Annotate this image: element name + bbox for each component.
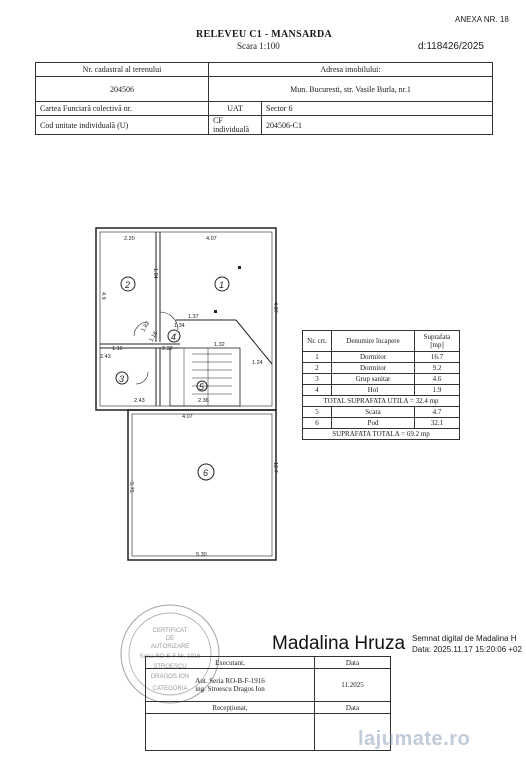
unit-code-label: Cod unitate individuală (U) — [36, 116, 209, 135]
svg-text:4.07: 4.07 — [182, 414, 193, 420]
cell-name: Dormitor — [332, 352, 415, 363]
cell-name: Scara — [332, 407, 415, 418]
data-label-2: Data — [315, 702, 391, 714]
table-row — [303, 407, 460, 418]
digital-signature-line1: Semnat digital de Madalina H — [412, 634, 517, 643]
svg-text:4.87: 4.87 — [272, 302, 278, 313]
cell-nr: 4 — [303, 385, 332, 396]
svg-text:12.7: 12.7 — [272, 462, 278, 473]
total-area: SUPRAFATA TOTALA = 69.2 mp — [303, 429, 460, 440]
receptionat-label: Recepționat, — [146, 702, 315, 714]
header-suprafata: Suprafata [mp] — [415, 331, 460, 352]
receptionat-blank — [146, 714, 315, 751]
stamp-line7: CATEGORIA — [152, 686, 188, 692]
stamp-line6: DRAGOS ION — [150, 674, 190, 680]
annex-label: ANEXA NR. 18 — [455, 15, 509, 24]
cf-label: CF individuală — [209, 116, 262, 135]
svg-text:1.37: 1.37 — [188, 314, 199, 320]
cell-area: 4.6 — [415, 374, 460, 385]
cell-area: 4.7 — [415, 407, 460, 418]
table-row — [303, 363, 460, 374]
watermark-text: lajumate.ro — [358, 728, 471, 750]
svg-text:1.34: 1.34 — [174, 323, 185, 329]
cell-area: 1.9 — [415, 385, 460, 396]
property-info-table — [35, 62, 493, 135]
cell-name: Grup sanitar — [332, 374, 415, 385]
svg-text:2.43: 2.43 — [134, 398, 145, 404]
cell-nr: 3 — [303, 374, 332, 385]
svg-text:4.07: 4.07 — [206, 236, 217, 242]
svg-text:4.9: 4.9 — [100, 292, 106, 300]
table-row — [303, 352, 460, 363]
cell-area: 9.2 — [415, 363, 460, 374]
floor-plan — [88, 222, 300, 574]
svg-text:1.18: 1.18 — [148, 330, 160, 343]
carte-funciara-label: Cartea Funciară colectivă nr. — [36, 102, 209, 116]
svg-text:1.16: 1.16 — [112, 346, 123, 352]
room-number-2: 2 — [125, 280, 131, 290]
cadastral-label: Nr. cadastral al terenului — [36, 63, 209, 77]
room-number-5: 5 — [199, 382, 205, 392]
total-useful-area: TOTAL SUPRAFATA UTILA = 32.4 mp — [303, 396, 460, 407]
svg-text:5.30: 5.30 — [196, 552, 207, 558]
stamp-line1: CERTIFICAT — [152, 628, 188, 634]
room-number-4: 4 — [171, 332, 177, 342]
cell-nr: 6 — [303, 418, 332, 429]
stamp-line2: DE — [165, 636, 175, 642]
uat-value: Sector 6 — [262, 102, 493, 116]
stamp-line3: AUTORIZARE — [150, 644, 190, 650]
executant-label: Executant, — [146, 657, 315, 669]
cell-name: Pod — [332, 418, 415, 429]
digital-signature-line2: Data: 2025.11.17 15:20:06 +02 — [412, 645, 522, 654]
watermark-logo — [358, 728, 470, 751]
header-nr: Nr. crt. — [303, 331, 332, 352]
svg-text:2.36: 2.36 — [198, 398, 209, 404]
cell-nr: 1 — [303, 352, 332, 363]
executant-table — [145, 656, 391, 751]
cell-name: Hol — [332, 385, 415, 396]
table-row — [303, 418, 460, 429]
room-number-3: 3 — [119, 374, 125, 384]
svg-text:1.84: 1.84 — [152, 268, 158, 279]
stamp-line5: STROESCU — [153, 664, 187, 670]
cell-name: Dormitor — [332, 363, 415, 374]
executant-line1: Aut. Seria RO-B-F-1916 — [195, 677, 265, 685]
executant-line2: ing. Stroescu Dragos Ion — [195, 685, 265, 693]
cf-value: 204506-C1 — [262, 116, 493, 135]
svg-text:2.20: 2.20 — [124, 236, 135, 242]
table-row — [303, 374, 460, 385]
date-value: 11.2025 — [315, 669, 391, 702]
svg-text:1.32: 1.32 — [214, 342, 225, 348]
scale-label: Scara 1:100 — [237, 41, 280, 51]
document-title: RELEVEU C1 - MANSARDA — [196, 29, 333, 40]
table-row — [303, 385, 460, 396]
svg-text:5.75: 5.75 — [128, 482, 134, 493]
document-number: d:118426/2025 — [418, 41, 484, 52]
cell-nr: 2 — [303, 363, 332, 374]
svg-text:1.24: 1.24 — [252, 360, 263, 366]
executant-details — [146, 669, 315, 702]
cell-area: 32.1 — [415, 418, 460, 429]
rooms-table — [302, 330, 460, 440]
svg-text:1.82: 1.82 — [140, 320, 152, 333]
room-number-1: 1 — [219, 280, 225, 290]
uat-label: UAT — [209, 102, 262, 116]
cadastral-value: 204506 — [36, 77, 209, 102]
data-label: Data — [315, 657, 391, 669]
svg-text:2.43: 2.43 — [100, 354, 111, 360]
cell-area: 16.7 — [415, 352, 460, 363]
stamp-line4: Seria RO-B-F Nr. 1916 — [139, 654, 201, 660]
cell-nr: 5 — [303, 407, 332, 418]
signer-name: Madalina Hruza — [272, 633, 406, 654]
header-denumire: Denumire încapere — [332, 331, 415, 352]
address-value: Mun. Bucuresti, str. Vasile Burla, nr.1 — [209, 77, 493, 102]
address-label: Adresa imobilului: — [209, 63, 493, 77]
room-number-6: 6 — [203, 468, 209, 478]
svg-text:2.32: 2.32 — [162, 346, 173, 352]
